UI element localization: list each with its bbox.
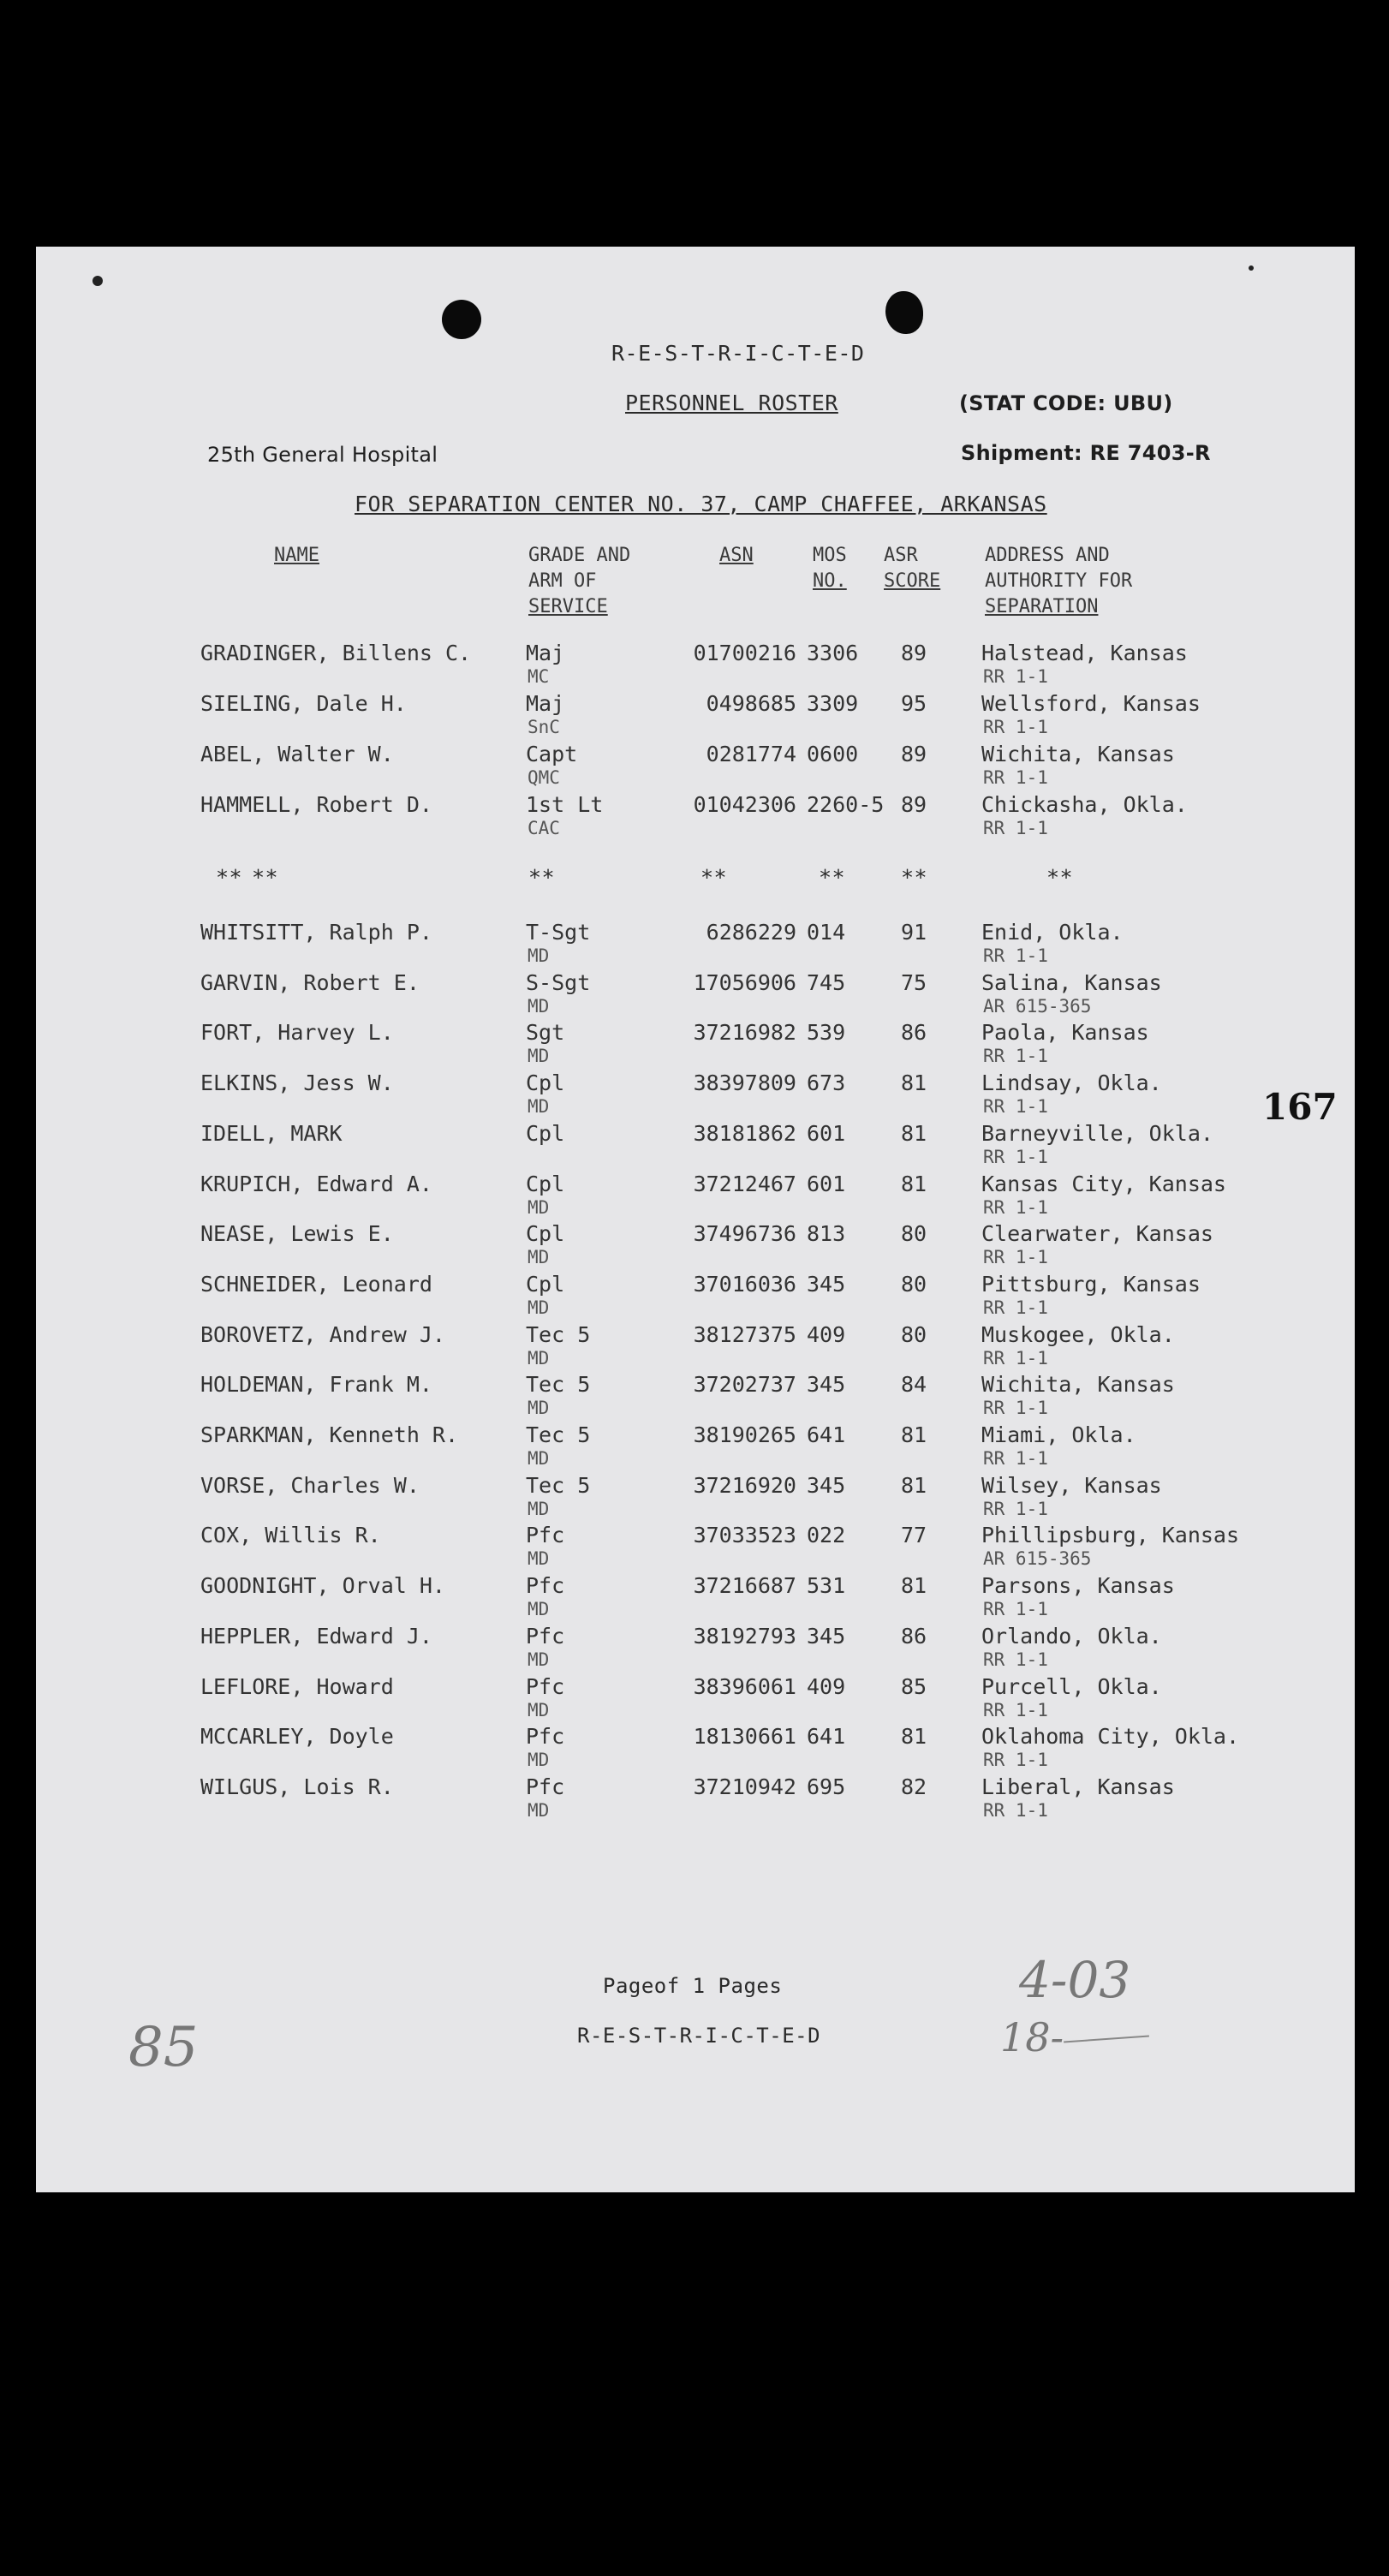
asn-cell: 37016036 (693, 1271, 796, 1297)
name-cell: SCHNEIDER, Leonard (200, 1271, 432, 1297)
grade-cell: Sgt (526, 1020, 565, 1046)
asn-cell: 01700216 (693, 641, 796, 665)
column-header-grade: GRADE AND ARM OF SERVICE (528, 545, 631, 617)
grade-cell: Tec 5 (526, 1472, 591, 1498)
asr-cell: 81 (901, 1573, 927, 1599)
handwritten-note-right-top: 4-03 (1019, 1951, 1131, 2009)
asn-cell: 38397809 (693, 1070, 796, 1096)
address-cell: Phillipsburg, Kansas (981, 1523, 1240, 1548)
arm-cell: MC (528, 666, 550, 687)
name-cell: FORT, Harvey L. (200, 1020, 394, 1046)
mos-cell: 539 (807, 1020, 846, 1046)
asn-cell: 37216920 (693, 1472, 796, 1498)
arm-cell: QMC (528, 767, 560, 788)
authority-cell: AR 615-365 (983, 995, 1092, 1017)
table-row (36, 1020, 1355, 1070)
grade-cell: S-Sgt (526, 969, 591, 995)
grade-cell: Pfc (526, 1774, 565, 1799)
grade-cell: T-Sgt (526, 920, 591, 945)
asr-cell: 80 (901, 1271, 927, 1297)
punch-hole-right (885, 291, 923, 334)
asn-cell: 17056906 (693, 969, 796, 995)
mos-cell: 014 (807, 920, 846, 945)
table-row (36, 1523, 1355, 1572)
authority-cell: RR 1-1 (983, 1347, 1048, 1368)
address-cell: Parsons, Kansas (981, 1573, 1175, 1599)
grade-cell: Cpl (526, 1171, 565, 1196)
asn-cell: 37033523 (693, 1523, 796, 1548)
mos-cell: 601 (807, 1171, 846, 1196)
authority-cell: RR 1-1 (983, 717, 1048, 737)
punch-hole-left (442, 300, 481, 339)
address-cell: Enid, Okla. (981, 920, 1124, 945)
authority-cell: RR 1-1 (983, 1146, 1048, 1167)
table-row (36, 970, 1355, 1020)
name-cell: VORSE, Charles W. (200, 1472, 420, 1498)
handwritten-stroke (1064, 2036, 1149, 2043)
mos-cell: 345 (807, 1623, 846, 1649)
restricted-footer: R-E-S-T-R-I-C-T-E-D (577, 2024, 821, 2048)
asn-cell: 01042306 (693, 792, 796, 817)
address-cell: Wellsford, Kansas (981, 691, 1201, 716)
table-row (36, 1624, 1355, 1673)
mos-cell: 601 (807, 1120, 846, 1146)
mos-cell: 641 (807, 1422, 846, 1447)
mos-cell: 345 (807, 1271, 846, 1297)
grade-cell: Tec 5 (526, 1422, 591, 1447)
name-cell: GARVIN, Robert E. (200, 969, 420, 995)
name-cell: KRUPICH, Edward A. (200, 1171, 432, 1196)
asn-cell: 18130661 (693, 1724, 796, 1750)
mos-cell: 022 (807, 1523, 846, 1548)
arm-cell: MD (528, 1297, 550, 1318)
address-cell: Kansas City, Kansas (981, 1171, 1226, 1196)
authority-cell: RR 1-1 (983, 666, 1048, 687)
asn-cell: 37212467 (693, 1171, 796, 1196)
arm-cell: MD (528, 945, 550, 966)
asn-cell: 37210942 (693, 1774, 796, 1799)
document-title: PERSONNEL ROSTER (625, 391, 838, 415)
table-row (36, 742, 1355, 791)
grade-cell: Pfc (526, 1673, 565, 1699)
asn-cell: 38396061 (693, 1673, 796, 1699)
authority-cell: RR 1-1 (983, 767, 1048, 788)
asr-cell: 91 (901, 920, 927, 945)
separator-mark: ** (1046, 865, 1074, 890)
asr-cell: 81 (901, 1070, 927, 1096)
grade-cell: Cpl (526, 1070, 565, 1096)
address-cell: Wilsey, Kansas (981, 1472, 1162, 1498)
asr-cell: 95 (901, 691, 927, 716)
address-cell: Chickasha, Okla. (981, 792, 1188, 817)
mos-cell: 2260-5 (807, 792, 885, 817)
asr-cell: 77 (901, 1523, 927, 1548)
address-cell: Miami, Okla. (981, 1422, 1136, 1447)
asr-cell: 89 (901, 641, 927, 665)
arm-cell: SnC (528, 717, 560, 737)
arm-cell: MD (528, 995, 550, 1017)
name-cell: SPARKMAN, Kenneth R. (200, 1422, 459, 1447)
table-row (36, 1422, 1355, 1472)
table-row (36, 1372, 1355, 1422)
authority-cell: RR 1-1 (983, 1799, 1048, 1821)
name-cell: BOROVETZ, Andrew J. (200, 1321, 445, 1347)
asr-cell: 86 (901, 1623, 927, 1649)
authority-cell: AR 615-365 (983, 1548, 1092, 1570)
column-header-asn: ASN (719, 545, 754, 566)
arm-cell: MD (528, 1799, 550, 1821)
separator-mark: ** (528, 865, 556, 890)
mos-cell: 3309 (807, 691, 859, 716)
asn-cell: 38181862 (693, 1120, 796, 1146)
name-cell: WHITSITT, Ralph P. (200, 920, 432, 945)
grade-cell: Tec 5 (526, 1372, 591, 1398)
authority-cell: RR 1-1 (983, 1196, 1048, 1218)
authority-cell: RR 1-1 (983, 1297, 1048, 1318)
document-page (36, 247, 1355, 2192)
name-cell: WILGUS, Lois R. (200, 1774, 394, 1799)
authority-cell: RR 1-1 (983, 945, 1048, 966)
asn-cell: 37496736 (693, 1221, 796, 1247)
separator-mark: ** (216, 865, 243, 890)
grade-cell: Maj (526, 641, 565, 665)
arm-cell: MD (528, 1398, 550, 1419)
name-cell: HAMMELL, Robert D. (200, 792, 432, 817)
arm-cell: MD (528, 1448, 550, 1469)
asr-cell: 81 (901, 1422, 927, 1447)
separator-mark: ** (901, 865, 928, 890)
name-cell: COX, Willis R. (200, 1523, 381, 1548)
table-row (36, 1322, 1355, 1372)
asr-cell: 81 (901, 1120, 927, 1146)
address-cell: Lindsay, Okla. (981, 1070, 1162, 1096)
asn-cell: 0281774 (706, 742, 796, 766)
name-cell: HOLDEMAN, Frank M. (200, 1372, 432, 1398)
page-stamp-number: 167 (1262, 1086, 1338, 1128)
authority-cell: RR 1-1 (983, 1750, 1048, 1771)
name-cell: SIELING, Dale H. (200, 691, 407, 716)
grade-cell: Cpl (526, 1120, 565, 1146)
asr-cell: 89 (901, 742, 927, 766)
asn-cell: 38190265 (693, 1422, 796, 1447)
arm-cell: MD (528, 1498, 550, 1519)
table-row (36, 1121, 1355, 1171)
restricted-header: R-E-S-T-R-I-C-T-E-D (611, 341, 865, 366)
address-cell: Liberal, Kansas (981, 1774, 1175, 1799)
name-cell: IDELL, MARK (200, 1120, 343, 1146)
column-header-mos: MOS NO. (813, 545, 847, 592)
stat-code: (STAT CODE: UBU) (959, 391, 1173, 415)
arm-cell: MD (528, 1599, 550, 1620)
grade-cell: Maj (526, 691, 565, 716)
authority-cell: RR 1-1 (983, 1046, 1048, 1067)
mos-cell: 673 (807, 1070, 846, 1096)
address-cell: Purcell, Okla. (981, 1673, 1162, 1699)
authority-cell: RR 1-1 (983, 1448, 1048, 1469)
table-row (36, 1172, 1355, 1221)
address-cell: Salina, Kansas (981, 969, 1162, 995)
page-count: Pageof 1 Pages (603, 1974, 783, 1998)
table-row (36, 1221, 1355, 1271)
table-row (36, 1674, 1355, 1724)
asr-cell: 84 (901, 1372, 927, 1398)
address-cell: Halstead, Kansas (981, 641, 1188, 665)
authority-cell: RR 1-1 (983, 1699, 1048, 1720)
speck (92, 276, 103, 286)
address-cell: Wichita, Kansas (981, 742, 1175, 766)
grade-cell: Cpl (526, 1271, 565, 1297)
authority-cell: RR 1-1 (983, 1649, 1048, 1670)
name-cell: GOODNIGHT, Orval H. (200, 1573, 445, 1599)
mos-cell: 745 (807, 969, 846, 995)
grade-cell: Cpl (526, 1221, 565, 1247)
column-header-name: NAME (274, 545, 319, 566)
address-cell: Paola, Kansas (981, 1020, 1149, 1046)
table-row (36, 1070, 1355, 1120)
mos-cell: 813 (807, 1221, 846, 1247)
arm-cell: MD (528, 1548, 550, 1570)
arm-cell: MD (528, 1096, 550, 1118)
mos-cell: 409 (807, 1321, 846, 1347)
asr-cell: 80 (901, 1321, 927, 1347)
table-row (36, 792, 1355, 842)
mos-cell: 695 (807, 1774, 846, 1799)
address-cell: Wichita, Kansas (981, 1372, 1175, 1398)
name-cell: MCCARLEY, Doyle (200, 1724, 394, 1750)
asn-cell: 6286229 (706, 920, 796, 945)
address-cell: Muskogee, Okla. (981, 1321, 1175, 1347)
asr-cell: 89 (901, 792, 927, 817)
unit-name: 25th General Hospital (207, 443, 438, 467)
grade-cell: Pfc (526, 1623, 565, 1649)
address-cell: Clearwater, Kansas (981, 1221, 1213, 1247)
address-cell: Pittsburg, Kansas (981, 1271, 1201, 1297)
mos-cell: 345 (807, 1472, 846, 1498)
table-row (36, 1272, 1355, 1321)
name-cell: HEPPLER, Edward J. (200, 1623, 432, 1649)
asn-cell: 38192793 (693, 1623, 796, 1649)
mos-cell: 641 (807, 1724, 846, 1750)
asn-cell: 37216687 (693, 1573, 796, 1599)
mos-cell: 531 (807, 1573, 846, 1599)
grade-cell: Pfc (526, 1724, 565, 1750)
authority-cell: RR 1-1 (983, 1096, 1048, 1118)
handwritten-note-left: 85 (128, 2016, 199, 2079)
mos-cell: 3306 (807, 641, 859, 665)
name-cell: NEASE, Lewis E. (200, 1221, 394, 1247)
separator-mark: ** (252, 865, 279, 890)
separator-mark: ** (700, 865, 728, 890)
table-row (36, 920, 1355, 969)
grade-cell: Pfc (526, 1523, 565, 1548)
table-row (36, 1774, 1355, 1824)
address-cell: Orlando, Okla. (981, 1623, 1162, 1649)
authority-cell: RR 1-1 (983, 1498, 1048, 1519)
asr-cell: 81 (901, 1171, 927, 1196)
shipment-number: Shipment: RE 7403-R (961, 441, 1211, 465)
name-cell: ABEL, Walter W. (200, 742, 394, 766)
mos-cell: 409 (807, 1673, 846, 1699)
table-row (36, 641, 1355, 690)
arm-cell: MD (528, 1347, 550, 1368)
mos-cell: 345 (807, 1372, 846, 1398)
asn-cell: 0498685 (706, 691, 796, 716)
table-row (36, 1473, 1355, 1523)
mos-cell: 0600 (807, 742, 859, 766)
arm-cell: MD (528, 1750, 550, 1771)
table-row (36, 1724, 1355, 1774)
asr-cell: 81 (901, 1724, 927, 1750)
authority-cell: RR 1-1 (983, 818, 1048, 838)
grade-cell: Pfc (526, 1573, 565, 1599)
asr-cell: 75 (901, 969, 927, 995)
name-cell: GRADINGER, Billens C. (200, 641, 472, 665)
address-cell: Barneyville, Okla. (981, 1120, 1213, 1146)
table-row (36, 1573, 1355, 1623)
arm-cell: MD (528, 1699, 550, 1720)
grade-cell: Capt (526, 742, 578, 766)
asr-cell: 85 (901, 1673, 927, 1699)
authority-cell: RR 1-1 (983, 1247, 1048, 1268)
name-cell: ELKINS, Jess W. (200, 1070, 394, 1096)
authority-cell: RR 1-1 (983, 1398, 1048, 1419)
handwritten-note-right-bottom: 18- (1000, 2014, 1064, 2060)
destination-line: FOR SEPARATION CENTER NO. 37, CAMP CHAFFEE, ARKANSAS (355, 492, 1047, 516)
table-row (36, 691, 1355, 741)
address-cell: Oklahoma City, Okla. (981, 1724, 1240, 1750)
asn-cell: 37216982 (693, 1020, 796, 1046)
asr-cell: 82 (901, 1774, 927, 1799)
asr-cell: 80 (901, 1221, 927, 1247)
arm-cell: MD (528, 1649, 550, 1670)
authority-cell: RR 1-1 (983, 1599, 1048, 1620)
column-header-address: ADDRESS AND AUTHORITY FOR SEPARATION (985, 545, 1133, 617)
asr-cell: 86 (901, 1020, 927, 1046)
arm-cell: CAC (528, 818, 560, 838)
separator-mark: ** (819, 865, 846, 890)
name-cell: LEFLORE, Howard (200, 1673, 394, 1699)
arm-cell: MD (528, 1046, 550, 1067)
column-header-asr: ASR SCORE (884, 545, 941, 592)
grade-cell: Tec 5 (526, 1321, 591, 1347)
arm-cell: MD (528, 1247, 550, 1268)
grade-cell: 1st Lt (526, 792, 604, 817)
asn-cell: 37202737 (693, 1372, 796, 1398)
arm-cell: MD (528, 1196, 550, 1218)
asn-cell: 38127375 (693, 1321, 796, 1347)
asr-cell: 81 (901, 1472, 927, 1498)
speck (1249, 265, 1254, 271)
